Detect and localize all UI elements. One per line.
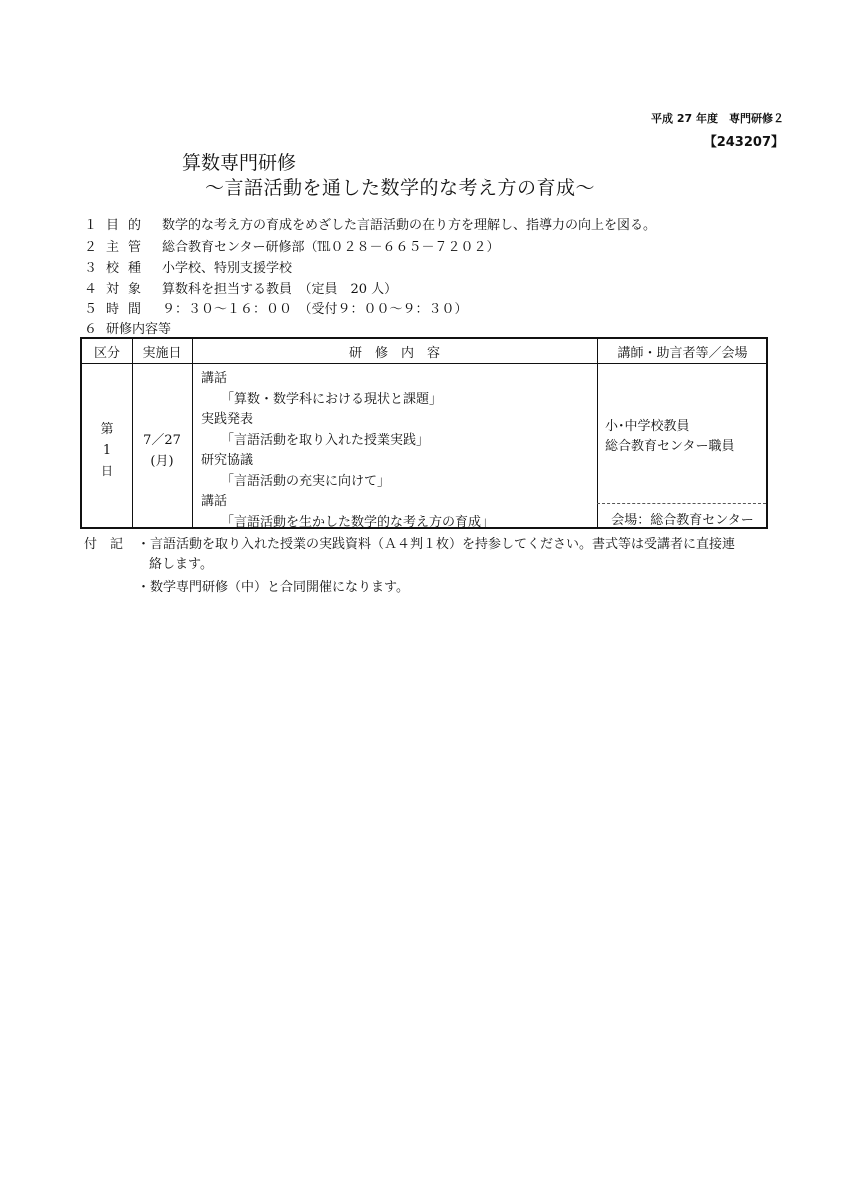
session-title: 「算数・数学科における現状と課題」 bbox=[221, 391, 443, 407]
item-text: 研修内容等 bbox=[106, 322, 172, 337]
header-lecturers: 講師・助言者等／会場 bbox=[617, 346, 748, 361]
cell-date: 7／27 (月) bbox=[143, 433, 181, 469]
item-purpose bbox=[84, 214, 656, 233]
item-text: 総合教育センター研修部（℡０２８－６６５－７２０２） bbox=[162, 240, 500, 255]
session-type: 講話 bbox=[201, 494, 228, 509]
page-title: 算数専門研修 bbox=[182, 152, 297, 174]
fiscal-year-label: 平成 27 年度 専門研修２ bbox=[651, 112, 784, 125]
item-number: ４ bbox=[84, 282, 98, 297]
note-line: 絡します。 bbox=[149, 557, 213, 572]
cell-content bbox=[201, 369, 494, 533]
item-text: 数学的な考え方の育成をめざした言語活動の在り方を理解し、指導力の向上を図る。 bbox=[162, 218, 657, 233]
item-label: 対象 bbox=[106, 282, 151, 297]
header-division: 区分 bbox=[93, 346, 120, 361]
item-number: ３ bbox=[84, 261, 98, 276]
cell-division: 第 1 日 bbox=[100, 422, 114, 478]
header-date: 実施日 bbox=[142, 346, 182, 361]
item-school-type bbox=[84, 257, 292, 276]
session-title: 「言語活動を取り入れた授業実践」 bbox=[221, 432, 430, 448]
notes-label: 付 記 bbox=[84, 537, 124, 552]
item-target bbox=[84, 278, 397, 297]
session-title: 「言語活動を生かした数学的な考え方の育成」 bbox=[221, 514, 495, 530]
item-text: 算数科を担当する教員 （定員 20 人） bbox=[162, 282, 398, 297]
item-number: ５ bbox=[84, 302, 98, 317]
item-text: ９：３０～１６：００ （受付９：００～９：３０） bbox=[162, 302, 468, 317]
item-number: １ bbox=[84, 218, 98, 233]
item-time bbox=[84, 298, 468, 317]
item-label: 主管 bbox=[106, 240, 151, 255]
item-text: 小学校、特別支援学校 bbox=[162, 261, 293, 276]
item-contents bbox=[84, 318, 171, 337]
note-line: ・数学専門研修（中）と合同開催になります。 bbox=[137, 580, 409, 595]
item-number: ２ bbox=[84, 240, 98, 255]
item-label: 目的 bbox=[106, 218, 151, 233]
session-type: 講話 bbox=[201, 371, 228, 386]
header-content: 研 修 内 容 bbox=[348, 346, 440, 361]
schedule-table bbox=[80, 337, 768, 529]
item-number: ６ bbox=[84, 322, 98, 337]
course-code: 【243207】 bbox=[703, 135, 784, 150]
session-type: 研究協議 bbox=[201, 453, 254, 468]
item-label: 校種 bbox=[106, 261, 151, 276]
page-subtitle: ～言語活動を通した数学的な考え方の育成～ bbox=[205, 177, 596, 199]
item-organizer bbox=[84, 236, 499, 255]
note-line: ・言語活動を取り入れた授業の実践資料（Ａ４判１枚）を持参してください。書式等は受講者に直接連 bbox=[137, 537, 736, 552]
session-type: 実践発表 bbox=[201, 412, 254, 427]
item-label: 時間 bbox=[106, 302, 151, 317]
cell-venue: 会場：総合教育センター bbox=[611, 513, 754, 528]
session-title: 「言語活動の充実に向けて」 bbox=[221, 473, 391, 489]
cell-lecturers: 小･中学校教員 総合教育センター職員 bbox=[605, 419, 735, 454]
